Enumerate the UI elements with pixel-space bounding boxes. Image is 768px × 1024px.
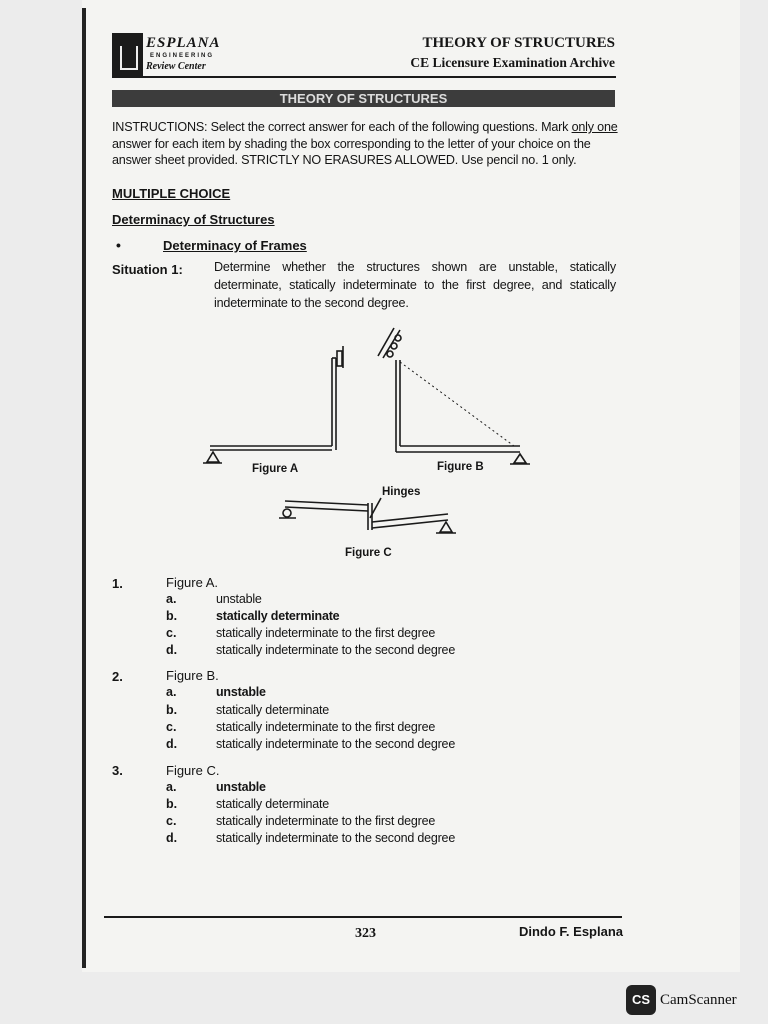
choice-text: statically determinate [216,703,330,717]
instructions-text: INSTRUCTIONS: Select the correct answer for each of the following questions. Mark [112,120,572,134]
choice-letter: b. [166,703,178,717]
section-multiple-choice: MULTIPLE CHOICE [112,186,231,201]
choice-text: statically indeterminate to the first degree [216,626,436,640]
choice-text: statically indeterminate to the first degree [216,814,436,828]
situation-text: Determine whether the structures shown are unstable, statically determinate, statically indeterminate to the first degree, and statically indeterminate to the second degree. [214,260,616,310]
question-number: 2. [112,669,123,684]
choice-letter: c. [166,720,177,734]
camscanner-badge-text: CS [631,992,651,1007]
choice-letter: c. [166,814,177,828]
question-prompt: Figure B. [166,668,219,683]
figure-a-frame [203,346,343,463]
figure-b-caption: Figure B [437,461,484,473]
footer-rule [104,916,622,918]
choice-letter: a. [166,685,177,699]
choice-text: statically indeterminate to the second degree [216,643,456,657]
header-title: THEORY OF STRUCTURES [422,35,615,51]
figure-c-frame [279,498,456,533]
choice-text-selected: unstable [216,780,266,794]
figure-c-caption: Figure C [345,547,392,559]
choice-text-selected: unstable [216,685,266,699]
choice-text: statically indeterminate to the first degree [216,720,436,734]
figure-b-frame [378,328,530,464]
choice-letter: d. [166,737,178,751]
choice-text: statically determinate [216,797,330,811]
question-number: 1. [112,576,123,591]
choice-text: statically indeterminate to the second degree [216,737,456,751]
choice-letter: d. [166,831,178,845]
choice-letter: b. [166,609,178,623]
camscanner-watermark: CamScanner [660,992,737,1008]
choice-text: unstable [216,592,262,606]
page-number: 323 [355,926,376,941]
logo-subtitle-engineering: ENGINEERING [150,53,215,59]
header-subtitle: CE Licensure Examination Archive [410,55,615,70]
choice-text-selected: statically determinate [216,609,340,623]
section-determinacy: Determinacy of Structures [112,212,275,227]
hinges-label: Hinges [382,486,421,498]
question-prompt: Figure A. [166,575,219,590]
question-prompt: Figure C. [166,763,220,778]
banner-title: THEORY OF STRUCTURES [279,91,448,106]
author-name: Dindo F. Esplana [518,924,623,939]
subsection-frames: Determinacy of Frames [163,238,307,253]
logo-subtitle-review-center: Review Center [146,61,206,72]
choice-text: statically indeterminate to the second degree [216,831,456,845]
camscanner-logo-icon [626,985,656,1015]
choice-letter: b. [166,797,178,811]
choice-letter: a. [166,780,177,794]
choice-letter: d. [166,643,178,657]
question-number: 3. [112,763,123,778]
situation-label: Situation 1: [112,262,183,277]
instructions-text-cont: answer for each item by shading the box corresponding to the letter of your choice on the answer sheet provided. STRICTLY NO ERASURES ALLOWED. Use pencil no. 1 only. [112,136,591,167]
choice-letter: a. [166,592,177,606]
figure-a-caption: Figure A [252,463,299,475]
instructions-emphasis: only one [571,120,618,134]
choice-letter: c. [166,626,177,640]
logo-name: ESPLANA [146,35,221,51]
bullet: • [116,237,121,253]
